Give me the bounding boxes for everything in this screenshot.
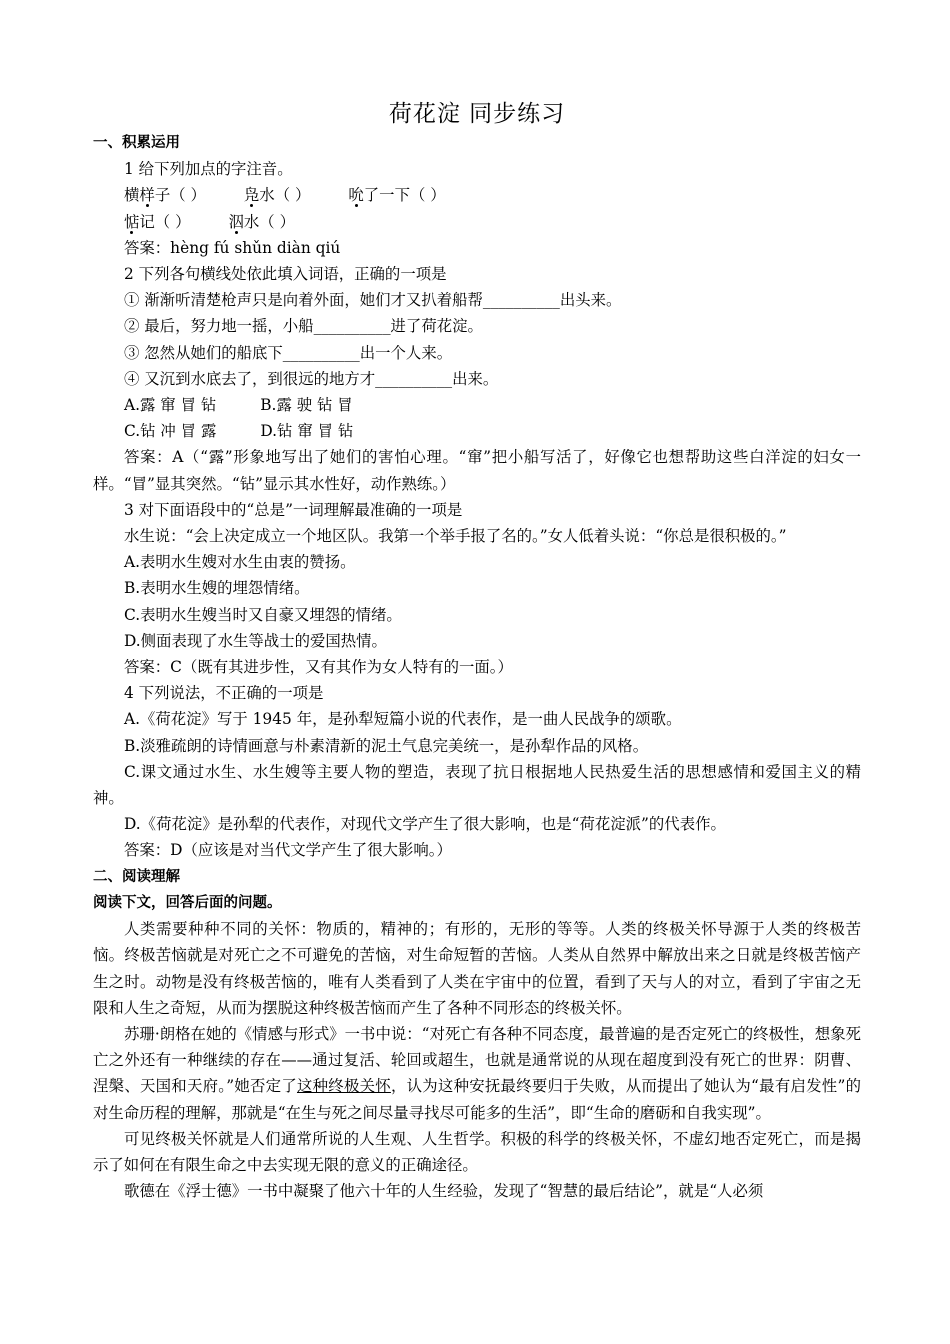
q1-item4-dot: 惦 — [124, 212, 140, 231]
q1-item1-dot: 样 — [139, 186, 155, 205]
q3-option-d: D.侧面表现了水生等战士的爱国热情。 — [124, 631, 387, 650]
q1-answer: 答案：hèng fú shǔn diàn qiú — [124, 238, 341, 257]
q1-item2-post: 水（ ） — [259, 186, 311, 205]
q2-option-a: A.露 窜 冒 钻 — [124, 396, 217, 415]
q1-items-row2 — [93, 209, 861, 235]
reading-instruction: 阅读下文，回答后面的问题。 — [93, 894, 282, 911]
reading-paragraph-2 — [93, 1021, 861, 1126]
q1-item1-pre: 横 — [124, 186, 140, 205]
q2-stem: 2 下列各句横线处依此填入词语，正确的一项是 — [124, 265, 447, 284]
q1-item1-post: 子（ ） — [154, 186, 206, 205]
page-title: 荷花淀 同步练习 — [388, 101, 566, 127]
q1-items-row1 — [93, 182, 861, 208]
q1-item5-post: 水（ ） — [243, 212, 295, 231]
q3-answer: 答案：C（既有其进步性，又有其作为女人特有的一面。） — [124, 658, 513, 677]
q3-option-b: B.表明水生嫂的埋怨情绪。 — [124, 579, 310, 598]
q2-option-b: B.露 驶 钻 冒 — [260, 396, 353, 415]
q1-item3-post: 了一下（ ） — [363, 186, 446, 205]
reading-paragraph-3: 可见终极关怀就是人们通常所说的人生观、人生哲学。积极的科学的终极关怀，不虚幻地否定死亡，而是揭示了如何在有限生命之中去实现无限的意义的正确途径。 — [93, 1129, 861, 1174]
para2-text-a: 苏珊·朗格在她的《情感与形式》一书中说：“对死亡有各种不同态度，最普遍的是否定死亡的终极性，想象死亡之外还有一种继续的存在——通过复活、轮回或超生，也就是通常说的从现在超度到没有死亡的世界：阴曹、涅槃、天国和天府。”她否定了 — [93, 1024, 861, 1096]
q2-sentence-1: ① 渐渐听清楚枪声只是向着外面，她们才又扒着船帮__________出头来。 — [124, 291, 622, 310]
q2-options-ab — [93, 392, 861, 418]
para2-text-b: ，认为这种安抚最终要归于失败，从而提出了她认为“最有启发性”的对生命历程的理解，那就是“在生与死之间尽量寻找尽可能多的生活”，即“生命的磨砺和自我实现”。 — [93, 1077, 861, 1122]
q3-option-a: A.表明水生嫂对水生由衷的赞扬。 — [124, 553, 356, 572]
q3-stem: 3 对下面语段中的“总是”一词理解最准确的一项是 — [124, 500, 463, 519]
reading-paragraph-1: 人类需要种种不同的关怀：物质的，精神的；有形的，无形的等等。人类的终极关怀导源于人类的终极苦恼。终极苦恼就是对死亡之不可避免的苦恼，对生命短暂的苦恼。人类从自然界中解放出来之日就是终极苦恼产生之时。动物是没有终极苦恼的，唯有人类看到了人类在宇宙中的位置，看到了天与人的对立，看到了宇宙之无限和人生之奇短，从而为摆脱这种终极苦恼而产生了各种不同形态的终极关怀。 — [93, 920, 861, 1017]
q2-option-c: C.钻 冲 冒 露 — [124, 422, 217, 441]
q2-answer: 答案：A（“露”形象地写出了她们的害怕心理。“窜”把小船写活了，好像它也想帮助这些白洋淀的妇女一样。“冒”显其突然。“钻”显示其水性好，动作熟练。） — [93, 448, 861, 493]
q2-sentence-4: ④ 又沉到水底去了，到很远的地方才__________出来。 — [124, 369, 499, 388]
q4-option-a: A.《荷花淀》写于 1945 年，是孙犁短篇小说的代表作，是一曲人民战争的颂歌。 — [124, 710, 682, 729]
q4-option-b: B.淡雅疏朗的诗情画意与朴素清新的泥土气息完美统一，是孙犁作品的风格。 — [124, 736, 649, 755]
q1-stem: 1 给下列加点的字注音。 — [124, 160, 293, 179]
q1-item3-dot: 吮 — [348, 186, 364, 205]
q1-item2-dot: 凫 — [243, 186, 260, 205]
section-heading-1: 一、积累运用 — [93, 135, 180, 151]
q1-item5-dot: 泅 — [228, 212, 244, 231]
q3-passage: 水生说：“会上决定成立一个地区队。我第一个举手报了名的。”女人低着头说：“你总是很积极的。” — [124, 527, 787, 546]
q3-option-c: C.表明水生嫂当时又自豪又埋怨的情绪。 — [124, 605, 402, 624]
q2-sentence-2: ② 最后，努力地一摇，小船__________进了荷花淀。 — [124, 317, 483, 336]
q4-option-c: C.课文通过水生、水生嫂等主要人物的塑造，表现了抗日根据地人民热爱生活的思想感情和爱国主义的精神。 — [93, 762, 861, 808]
q2-option-d: D.钻 窜 冒 钻 — [260, 422, 354, 441]
section-heading-2: 二、阅读理解 — [93, 868, 180, 885]
q4-stem: 4 下列说法，不正确的一项是 — [124, 684, 324, 703]
document-page — [93, 96, 861, 1204]
q2-sentence-3: ③ 忽然从她们的船底下__________出一个人来。 — [124, 343, 453, 362]
q2-options-cd — [93, 418, 861, 444]
q1-item4-post: 记（ ） — [139, 212, 191, 231]
para2-underlined-phrase: 这种终极关怀 — [296, 1077, 391, 1096]
q4-answer: 答案：D（应该是对当代文学产生了很大影响。） — [124, 841, 452, 860]
q4-option-d: D.《荷花淀》是孙犁的代表作，对现代文学产生了很大影响，也是“荷花淀派”的代表作。 — [124, 815, 726, 834]
reading-paragraph-4: 歌德在《浮士德》一书中凝聚了他六十年的人生经验，发现了“智慧的最后结论”，就是“人必须 — [124, 1182, 764, 1201]
